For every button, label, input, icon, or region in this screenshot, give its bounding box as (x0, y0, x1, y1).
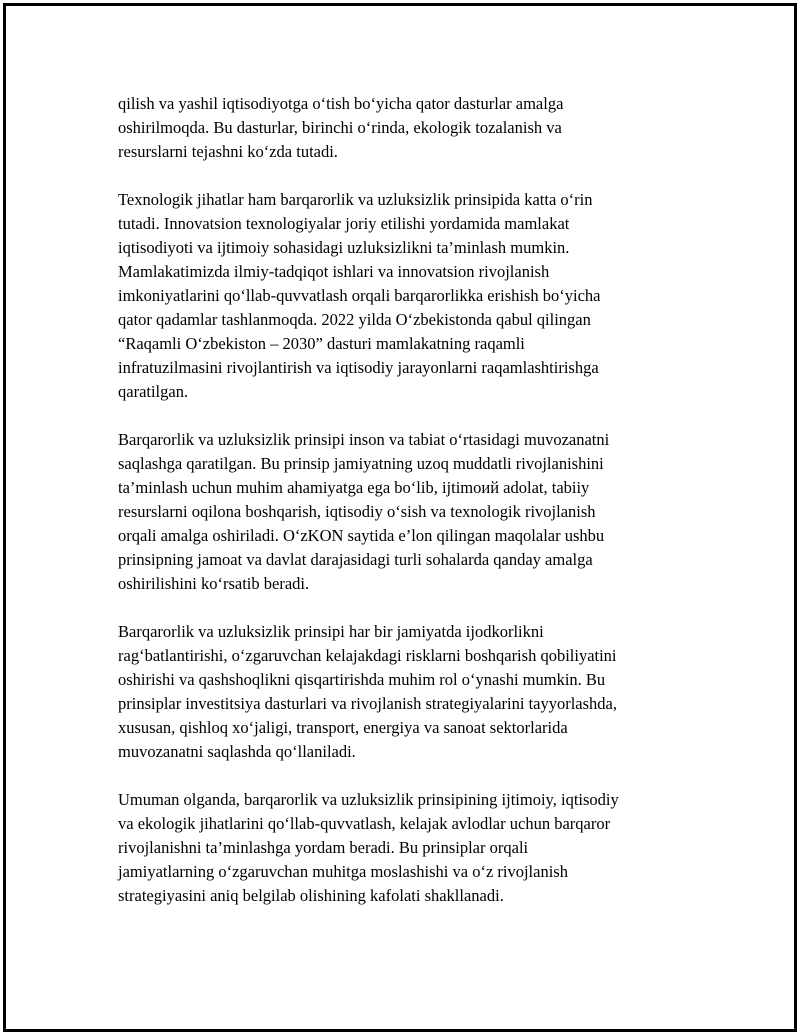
paragraph-1: qilish va yashil iqtisodiyotga o‘tish bo‘yicha qator dasturlar amalga oshirilmoqda. Bu dasturlar, birinchi o‘rinda, ekologik tozalanish va resurslarni tejashni ko‘zda tutadi. (118, 94, 564, 161)
paragraph-5: Umuman olganda, barqarorlik va uzluksizlik prinsipining ijtimoiy, iqtisodiy va ekologik jihatlarini qo‘llab-quvvatlash, kelajak avlodlar uchun barqaror rivojlanishni ta’minlashga yordam beradi. Bu prinsiplar orqali jamiyatlarning o‘zgaruvchan muhitga moslashishi va o‘z rivojlanish strategiyasini aniq belgilab olishining kafolati shakllanadi. (118, 790, 619, 905)
paragraph-3: Barqarorlik va uzluksizlik prinsipi inson va tabiat o‘rtasidagi muvozanatni saqlashga qaratilgan. Bu prinsip jamiyatning uzoq muddatli rivojlanishini ta’minlash uchun muhim ahamiyatga ega bo‘lib, ijtimoий adolat, tabiiy resurslarni oqilona boshqarish, iqtisodiy o‘sish va texnologik rivojlanish orqali amalga oshiriladi. O‘zKON saytida e’lon qilingan maqolalar ushbu prinsipning jamoat va davlat darajasidagi turli sohalarda qanday amalga oshirilishini ko‘rsatib beradi. (118, 430, 610, 593)
paragraph-4: Barqarorlik va uzluksizlik prinsipi har bir jamiyatda ijodkorlikni rag‘batlantirishi, o‘zgaruvchan kelajakdagi risklarni boshqarish qobiliyatini oshirishi va qashshoqlikni qisqartirishda muhim rol o‘ynashi mumkin. Bu prinsiplar investitsiya dasturlari va rivojlanish strategiyalarini tayyorlashda, xususan, qishloq xo‘jaligi, transport, energiya va sanoat sektorlarida muvozanatni saqlashda qo‘llaniladi. (118, 622, 617, 761)
paragraph-2: Texnologik jihatlar ham barqarorlik va uzluksizlik prinsipida katta o‘rin tutadi. Innovatsion texnologiyalar joriy etilishi yordamida mamlakat iqtisodiyoti va ijtimoiy sohasidagi uzluksizlikni ta’minlash mumkin. Mamlakatimizda ilmiy-tadqiqot ishlari va innovatsion rivojlanish imkoniyatlarini qo‘llab-quvvatlash orqali barqarorlikka erishish bo‘yicha qator qadamlar tashlanmoqda. 2022 yilda O‘zbekistonda qabul qilingan “Raqamli O‘zbekiston – 2030” dasturi mamlakatning raqamli infratuzilmasini rivojlantirish va iqtisodiy jarayonlarni raqamlashtirishga qaratilgan. (118, 190, 601, 401)
document-body (118, 92, 718, 932)
